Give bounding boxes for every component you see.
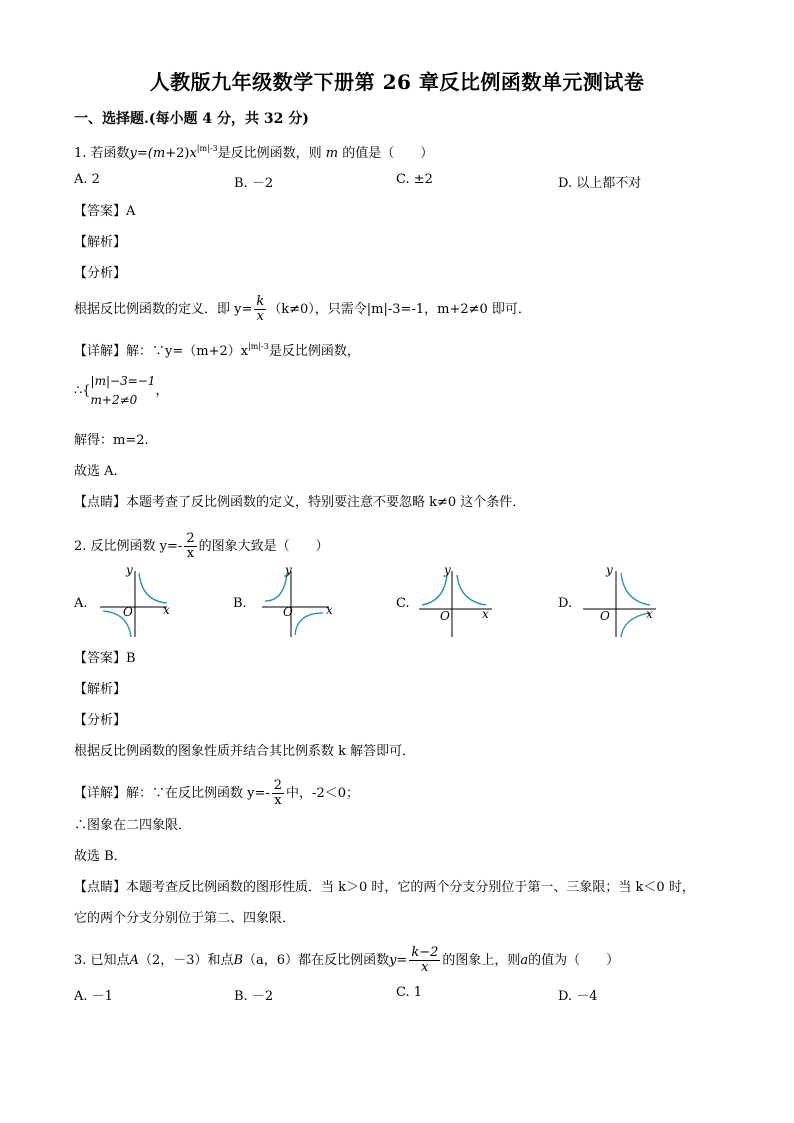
q1-choose: 故选 A. (74, 464, 118, 479)
q2-fenxi: 【分析】 (74, 713, 127, 728)
q1-comment: 【点睛】本题考查了反比例函数的定义，特别要注意不要忽略 k≠0 这个条件． (74, 495, 526, 510)
q2-option-a-label: A. (74, 596, 88, 611)
q2-option-d-label: D. (558, 596, 573, 611)
q2-comment-line2: 它的两个分支分别位于第二、四象限． (74, 911, 296, 926)
q2-a-origin: O (123, 605, 133, 619)
q3-option-a: A. －1 (74, 989, 113, 1004)
q1-option-b: B. －2 (234, 176, 274, 191)
q2-detail: 【详解】解：∵在反比例函数 y=- $\frac{2}{x}$ 中，-2＜0； (74, 778, 359, 808)
q2-answer: 【答案】B (74, 651, 136, 666)
q1-stem: 1. 若函数$y=(m+2)x^{|m|-3}$是反比例函数，则 m 的值是（ ） (74, 144, 434, 161)
q1-option-a: A. 2 (74, 172, 100, 187)
q3-option-d: D. －4 (558, 989, 598, 1004)
q1-answer: 【答案】A (74, 204, 136, 219)
q2-d-origin: O (600, 609, 610, 623)
q2-graph-c (414, 563, 504, 641)
q2-choose: 故选 B． (74, 849, 127, 864)
q1-analysis: 根据反比例函数的定义．即 y= $\frac{k}{x}$ （k≠0），只需令|m|-3=-1，m+2≠0 即可． (74, 294, 531, 324)
q2-graph-b (257, 563, 347, 641)
q2-c-x-label: x (482, 607, 489, 621)
section-heading: 一、选择题.(每小题 4 分，共 32 分) (74, 111, 309, 127)
q2-d-x-label: x (646, 607, 653, 621)
q1-jiexi: 【解析】 (74, 235, 127, 250)
q2-graph-a (95, 563, 185, 641)
q1-system: ∴{ |m|−3=−1 m+2≠0 ， (74, 374, 169, 407)
q3-option-b: B. －2 (234, 989, 274, 1004)
q2-therefore: ∴图象在二四象限． (74, 818, 192, 833)
q2-jiexi: 【解析】 (74, 682, 127, 697)
q2-comment-line1: 【点睛】本题考查反比例函数的图形性质．当 k＞0 时，它的两个分支分别位于第一、三象限；当 k＜0 时， (74, 880, 695, 895)
q2-b-y-label: y (285, 563, 292, 577)
q2-a-x-label: x (163, 603, 170, 617)
q2-b-origin: O (283, 605, 293, 619)
q2-a-y-label: y (126, 563, 133, 577)
q2-b-x-label: x (326, 603, 333, 617)
page-title: 人教版九年级数学下册第 26 章反比例函数单元测试卷 (149, 70, 645, 94)
q1-fenxi: 【分析】 (74, 266, 127, 281)
q1-detail: 【详解】解：$\because y=(m+2)x^{|m|-3}$是反比例函数， (74, 342, 360, 359)
q1-solve: 解得：m=2. (74, 433, 149, 448)
q3-stem: 3. 已知点A（2，－3）和点B（a，6）都在反比例函数y= $\frac{k-2}{x}$ 的图象上，则a的值为（ ） (74, 945, 620, 975)
q2-analysis: 根据反比例函数的图象性质并结合其比例系数 k 解答即可． (74, 744, 416, 759)
q2-graph-d (578, 563, 668, 641)
q3-option-c: C. 1 (396, 985, 423, 1000)
q1-option-c: C. ±2 (396, 172, 433, 187)
q1-option-d: D. 以上都不对 (558, 176, 642, 191)
q2-option-c-label: C. (396, 596, 410, 611)
fraction-k-over-x: $\frac{k}{x}$ (256, 294, 265, 324)
q2-option-b-label: B. (233, 596, 247, 611)
q2-c-origin: O (440, 609, 450, 623)
q2-c-y-label: y (444, 563, 451, 577)
q2-d-y-label: y (606, 563, 613, 577)
q2-stem: 2. 反比例函数 y=- $\frac{2}{x}$ 的图象大致是（ ） (74, 531, 329, 561)
